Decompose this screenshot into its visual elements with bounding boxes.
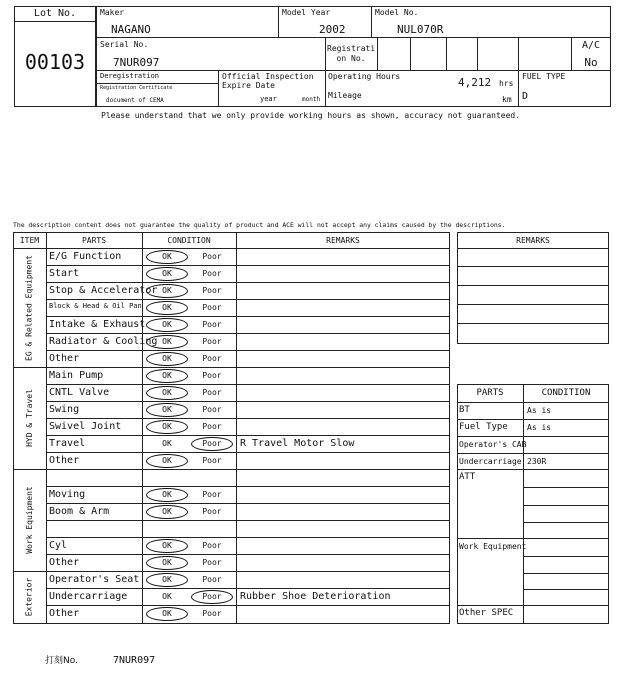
ok-option: OK: [162, 439, 172, 448]
right-condition-header: CONDITION: [541, 388, 591, 398]
poor-option: Poor: [202, 303, 222, 312]
ok-option: OK: [162, 456, 172, 465]
part-name: Cyl: [49, 540, 68, 551]
group-label-eg-related-equipment: EG & Related Equipment: [24, 254, 34, 361]
group-label-work-equipment: Work Equipment: [24, 486, 34, 554]
ok-option: OK: [162, 422, 172, 431]
fuel-type-value: D: [522, 91, 529, 102]
part-name: Moving: [49, 489, 86, 500]
poor-option: Poor: [202, 320, 222, 329]
right-condition-fuel-type: As is: [527, 423, 552, 432]
inspection-label: Official Inspection: [222, 72, 314, 81]
model-no-value: NUL070R: [397, 23, 444, 36]
right-other-spec-label: Other SPEC: [459, 608, 514, 618]
cema-label: document of CEMA: [106, 97, 164, 104]
ok-option: OK: [162, 490, 172, 499]
ok-selected-circle: [146, 539, 188, 553]
right-condition-bt: As is: [527, 406, 552, 415]
registration-certificate-label: Registration Certificate: [100, 85, 173, 91]
maker-value: NAGANO: [111, 23, 151, 36]
ok-option: OK: [162, 286, 172, 295]
right-parts-header: PARTS: [476, 388, 504, 398]
table-row: [46, 452, 450, 469]
year-label: year: [260, 95, 277, 103]
ok-selected-circle: [146, 318, 188, 332]
model-year-value: 2002: [319, 23, 346, 36]
lot-number: 00103: [24, 50, 86, 74]
ok-selected-circle: [146, 573, 188, 587]
col-item-header: ITEM: [19, 236, 40, 245]
right-part-att: ATT: [459, 472, 476, 482]
operating-hours-label: Operating Hours: [328, 72, 401, 81]
deregistration-label: Deregistration: [100, 72, 160, 80]
table-row: [46, 554, 450, 571]
remark-text: Rubber Shoe Deterioration: [240, 591, 391, 602]
ok-option: OK: [162, 405, 172, 414]
table-row: [46, 469, 450, 486]
table-row: [46, 367, 450, 384]
stamp-number-value: 7NUR097: [113, 655, 156, 666]
part-name: Start: [49, 268, 80, 279]
ok-selected-circle: [146, 505, 188, 519]
poor-option: Poor: [202, 286, 222, 295]
part-name: Travel: [49, 438, 86, 449]
poor-option: Poor: [202, 439, 222, 448]
poor-option: Poor: [202, 456, 222, 465]
ok-selected-circle: [146, 250, 188, 264]
hrs-unit: hrs: [499, 79, 514, 88]
km-unit: km: [502, 95, 512, 104]
model-year-label: Model Year: [282, 8, 331, 17]
table-row: [46, 486, 450, 503]
ac-value: No: [584, 56, 598, 69]
ok-selected-circle: [146, 335, 188, 349]
mileage-label: Mileage: [328, 91, 362, 100]
part-name: Other: [49, 455, 80, 466]
month-label: month: [302, 96, 321, 103]
ok-option: OK: [162, 541, 172, 550]
ok-option: OK: [162, 575, 172, 584]
poor-option: Poor: [202, 609, 222, 618]
disclaimer: The description content does not guarantee the quality of product and ACE will not accept any claims caused by the descriptions.: [13, 221, 506, 229]
part-name: Block & Head & Oil Pan: [49, 302, 142, 310]
ok-option: OK: [162, 558, 172, 567]
part-name: E/G Function: [49, 251, 122, 262]
poor-option: Poor: [202, 592, 222, 601]
group-label-hyd-travel: HYD & Travel: [24, 389, 34, 447]
poor-option: Poor: [202, 507, 222, 516]
part-name: Other: [49, 353, 80, 364]
table-row: [46, 350, 450, 367]
poor-option: Poor: [202, 422, 222, 431]
ok-option: OK: [162, 303, 172, 312]
ok-option: OK: [162, 592, 172, 601]
part-name: Operator's Seat: [49, 574, 140, 585]
ok-option: OK: [162, 354, 172, 363]
ok-selected-circle: [146, 369, 188, 383]
part-name: Swing: [49, 404, 80, 415]
remark-text: R Travel Motor Slow: [240, 438, 355, 449]
right-part-bt: BT: [459, 405, 470, 415]
part-name: Radiator & Cooling: [49, 336, 158, 347]
part-name: Other: [49, 557, 80, 568]
part-name: Intake & Exhaust: [49, 319, 146, 330]
part-name: CNTL Valve: [49, 387, 110, 398]
ok-selected-circle: [146, 607, 188, 621]
poor-option: Poor: [202, 337, 222, 346]
poor-option: Poor: [202, 388, 222, 397]
operating-hours-value: 4,212: [458, 76, 492, 89]
col-remarks-header: REMARKS: [326, 236, 360, 245]
right-work-equipment-label: Work Equipment: [459, 542, 527, 551]
serial-label: Serial No.: [100, 40, 149, 49]
hours-accuracy-note: Please understand that we only provide working hours as shown, accuracy not guaranteed.: [101, 111, 521, 120]
expire-date-label: Expire Date: [222, 81, 275, 90]
ok-selected-circle: [146, 386, 188, 400]
table-row: [46, 265, 450, 282]
part-name: Other: [49, 608, 80, 619]
part-name: Undercarriage: [49, 591, 128, 602]
ok-selected-circle: [146, 556, 188, 570]
model-no-label: Model No.: [375, 8, 419, 17]
part-name: Boom & Arm: [49, 506, 110, 517]
ok-option: OK: [162, 609, 172, 618]
poor-option: Poor: [202, 269, 222, 278]
ok-option: OK: [162, 507, 172, 516]
fuel-type-label: FUEL TYPE: [522, 72, 566, 81]
right-part-undercarriage: Undercarriage: [459, 457, 522, 466]
lot-label: Lot No.: [33, 8, 77, 19]
ok-option: OK: [162, 388, 172, 397]
poor-option: Poor: [202, 541, 222, 550]
ok-option: OK: [162, 371, 172, 380]
ok-selected-circle: [146, 420, 188, 434]
table-row: [46, 520, 450, 537]
group-label-exterior: Exterior: [24, 577, 34, 616]
poor-option: Poor: [202, 405, 222, 414]
poor-option: Poor: [202, 558, 222, 567]
ok-option: OK: [162, 252, 172, 261]
poor-option: Poor: [202, 252, 222, 261]
poor-selected-circle: [191, 590, 233, 604]
ok-selected-circle: [146, 403, 188, 417]
poor-selected-circle: [191, 437, 233, 451]
part-name: Swivel Joint: [49, 421, 122, 432]
ok-selected-circle: [146, 488, 188, 502]
right-part-fuel-type: Fuel Type: [459, 422, 508, 432]
part-name: Stop & Accelerator: [49, 285, 158, 296]
stamp-number-label: 打刻No.: [45, 656, 78, 666]
table-row: [46, 401, 450, 418]
poor-option: Poor: [202, 490, 222, 499]
ok-selected-circle: [146, 267, 188, 281]
ok-selected-circle: [146, 301, 188, 315]
poor-option: Poor: [202, 354, 222, 363]
ac-label: A/C: [581, 40, 601, 51]
ok-selected-circle: [146, 284, 188, 298]
poor-option: Poor: [202, 575, 222, 584]
poor-option: Poor: [202, 371, 222, 380]
right-condition-undercarriage: 230R: [527, 457, 547, 466]
ok-option: OK: [162, 337, 172, 346]
ok-selected-circle: [146, 352, 188, 366]
ok-option: OK: [162, 269, 172, 278]
registration-label: Registrati on No.: [327, 44, 376, 63]
col-parts-header: PARTS: [81, 236, 107, 245]
ok-option: OK: [162, 320, 172, 329]
col-condition-header: CONDITION: [167, 236, 211, 245]
right-part-operators-cab: Operator's CAB: [459, 440, 527, 449]
ok-selected-circle: [146, 454, 188, 468]
serial-value: 7NUR097: [113, 56, 160, 69]
table-row: [46, 537, 450, 554]
table-row: [46, 605, 450, 622]
maker-label: Maker: [100, 8, 125, 17]
right-remarks-header: REMARKS: [516, 236, 550, 245]
part-name: Main Pump: [49, 370, 104, 381]
